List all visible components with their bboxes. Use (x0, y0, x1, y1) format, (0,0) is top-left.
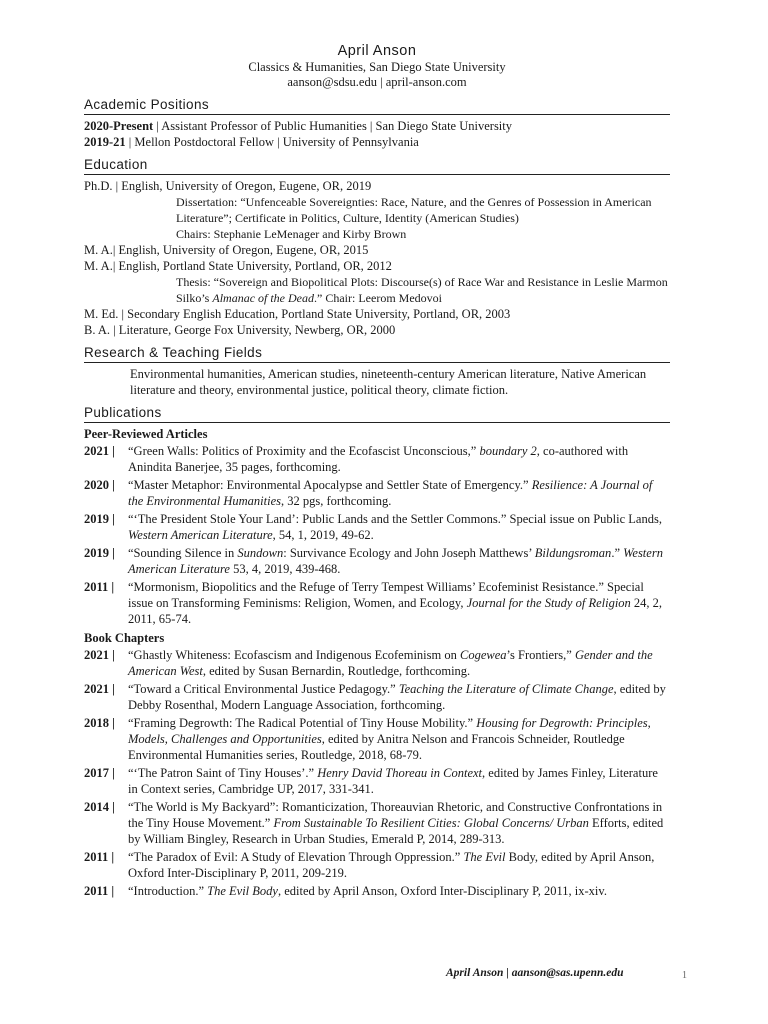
pub-venue: Teaching the Literature of Climate Change (398, 682, 614, 696)
chapter-item (84, 715, 670, 763)
pub-year: 2019 | (84, 512, 115, 526)
pub-venue: From Sustainable To Resilient Cities: Global Concerns/ Urban (273, 816, 589, 830)
degree-phd: Ph.D. | English, University of Oregon, Eugene, OR, 2019 (84, 179, 372, 193)
pub-venue: Journal for the Study of Religion (466, 596, 631, 610)
contact-line: aanson@sdsu.edu | april-anson.com (287, 75, 467, 89)
thesis (84, 274, 670, 306)
pub-text: , edited by James Finley, Literature in Context series, Cambridge UP, 2017, 331-341. (128, 766, 658, 796)
pub-text: : Survivance Ecology and John Joseph Matthews’ (283, 546, 535, 560)
pub-text: , 32 pgs, forthcoming. (281, 494, 392, 508)
article-item (84, 511, 670, 543)
pub-text: “Master Metaphor: Environmental Apocalypse and Settler State of Emergency.” (128, 478, 532, 492)
pub-year: 2017 | (84, 766, 115, 780)
chapter-item (84, 799, 670, 847)
chapter-item (84, 765, 670, 797)
position-text: | Mellon Postdoctoral Fellow | University of Pennsylvania (125, 135, 419, 149)
pub-text: .” (611, 546, 624, 560)
degree-ma-portland: M. A.| English, Portland State University, Portland, OR, 2012 (84, 259, 392, 273)
pub-title-italic: Cogewea (460, 648, 507, 662)
pub-text: “‘The President Stole Your Land’: Public Lands and the Settler Commons.” Special issue on Public Lands, (128, 512, 662, 526)
pub-venue: Western American Literature (128, 546, 663, 576)
pub-year: 2018 | (84, 716, 115, 730)
pub-venue: Gender and the American West (128, 648, 653, 678)
pub-year: 2019 | (84, 546, 115, 560)
pub-year: 2020 | (84, 478, 115, 492)
pub-text: “Mormonism, Biopolitics and the Refuge of Terry Tempest Williams’ Ecofeminist Resistance.” Special issue on Transforming Feminisms: Religion, Women, and Ecology, (128, 580, 644, 610)
pub-venue: Resilience: A Journal of the Environmental Humanities (128, 478, 653, 508)
cv-name: April Anson (337, 43, 417, 59)
section-heading-fields: Research & Teaching Fields (84, 344, 670, 363)
pub-venue: The Evil Body (207, 884, 278, 898)
section-heading-publications: Publications (84, 404, 670, 423)
pub-venue: boundary 2 (479, 444, 537, 458)
pub-text: , edited by Debby Rosenthal, Modern Language Association, forthcoming. (128, 682, 666, 712)
pub-text: “‘The Patron Saint of Tiny Houses’.” (128, 766, 318, 780)
pub-text: , edited by April Anson, Oxford Inter-Disciplinary P, 2011, ix-xiv. (277, 884, 607, 898)
pub-venue: The Evil (463, 850, 506, 864)
pub-text: “Introduction.” (128, 884, 208, 898)
degree-ba: B. A. | Literature, George Fox University, Newberg, OR, 2000 (84, 323, 396, 337)
pub-year: 2021 | (84, 444, 115, 458)
pub-text: , co-authored with Anindita Banerjee, 35 pages, forthcoming. (128, 444, 629, 474)
article-item (84, 545, 670, 577)
pub-year: 2021 | (84, 648, 115, 662)
pub-text: 53, 4, 2019, 439-468. (229, 562, 341, 576)
affiliation: Classics & Humanities, San Diego State University (248, 60, 506, 74)
pub-year: 2011 | (84, 580, 115, 594)
position-years: 2019-21 (84, 135, 126, 149)
pub-text: “Ghastly Whiteness: Ecofascism and Indigenous Ecofeminism on (128, 648, 460, 662)
pub-title-italic: Sundown (237, 546, 284, 560)
pub-year: 2014 | (84, 800, 115, 814)
article-item (84, 443, 670, 475)
page-footer: April Anson | aanson@sas.upenn.edu (446, 967, 624, 979)
section-heading-positions: Academic Positions (84, 96, 670, 115)
pub-text: Body, edited by April Anson, Oxford Inter-Disciplinary P, 2011, 209-219. (128, 850, 655, 880)
pub-text: Efforts, edited by William Bingley, Research in Urban Studies, Emerald P, 2014, 289-313. (128, 816, 664, 846)
article-item (84, 477, 670, 509)
pub-text: “The Paradox of Evil: A Study of Elevation Through Oppression.” (128, 850, 464, 864)
chapter-item (84, 647, 670, 679)
position-item (84, 118, 670, 134)
pub-text: 24, 2, 2011, 65-74. (128, 596, 663, 626)
pub-year: 2011 | (84, 850, 115, 864)
pub-text: “Framing Degrowth: The Radical Potential of Tiny House Mobility.” (128, 716, 477, 730)
chapter-item (84, 849, 670, 881)
pub-text: , edited by Susan Bernardin, Routledge, forthcoming. (202, 664, 471, 678)
dissertation: Dissertation: “Unfenceable Sovereignties: Race, Nature, and the Genres of Possession in American Literature”; Certificate in Politics, Culture, Identity (American Studies) (176, 195, 652, 225)
pub-text: , edited by Anitra Nelson and Francois Schneider, Routledge Environmental Humanities series, Routledge, 2018, 68-79. (128, 732, 625, 762)
degree-med: M. Ed. | Secondary English Education, Portland State University, Portland, OR, 2003 (84, 307, 511, 321)
pub-text: , 54, 1, 2019, 49-62. (272, 528, 374, 542)
pub-text: “Green Walls: Politics of Proximity and the Ecofascist Unconscious,” (128, 444, 480, 458)
subheading-articles: Peer-Reviewed Articles (84, 427, 208, 441)
subheading-chapters: Book Chapters (84, 631, 165, 645)
pub-venue: Henry David Thoreau in Context (317, 766, 483, 780)
section-heading-education: Education (84, 156, 670, 175)
chapter-item (84, 883, 670, 899)
thesis-chair: .” Chair: Leerom Medovoi (314, 291, 442, 305)
pub-year: 2021 | (84, 682, 115, 696)
position-item (84, 134, 670, 150)
pub-year: 2011 | (84, 884, 115, 898)
pub-text: ’s Frontiers,” (506, 648, 575, 662)
page-number: 1 (682, 970, 687, 981)
cv-header (84, 42, 670, 90)
article-item (84, 579, 670, 627)
position-text: | Assistant Professor of Public Humanities | San Diego State University (153, 119, 512, 133)
pub-text: “Sounding Silence in (128, 546, 238, 560)
pub-venue: Western American Literature (128, 528, 273, 542)
pub-title-italic: Bildungsroman (534, 546, 612, 560)
thesis-title-italic: Almanac of the Dead (212, 291, 315, 305)
cv-page (84, 42, 670, 901)
chapter-item (84, 681, 670, 713)
pub-venue: Housing for Degrowth: Principles, Models, Challenges and Opportunities (128, 716, 651, 746)
dissertation-chairs: Chairs: Stephanie LeMenager and Kirby Brown (176, 227, 407, 241)
thesis-text: Thesis: “Sovereign and Biopolitical Plots: Discourse(s) of Race War and Resistance in Leslie Marmon Silko’s (176, 275, 668, 305)
degree-ma-oregon: M. A.| English, University of Oregon, Eugene, OR, 2015 (84, 243, 369, 257)
position-years: 2020-Present (84, 119, 154, 133)
pub-text: “Toward a Critical Environmental Justice Pedagogy.” (128, 682, 399, 696)
pub-text: “The World is My Backyard”: Romanticization, Thoreauvian Rhetoric, and Constructive Confrontations in the Tiny House Movement.” (128, 800, 663, 830)
fields-text: Environmental humanities, American studies, nineteenth-century American literature, Native American literature and theory, environmental justice, political theory, climate fiction. (130, 367, 647, 397)
